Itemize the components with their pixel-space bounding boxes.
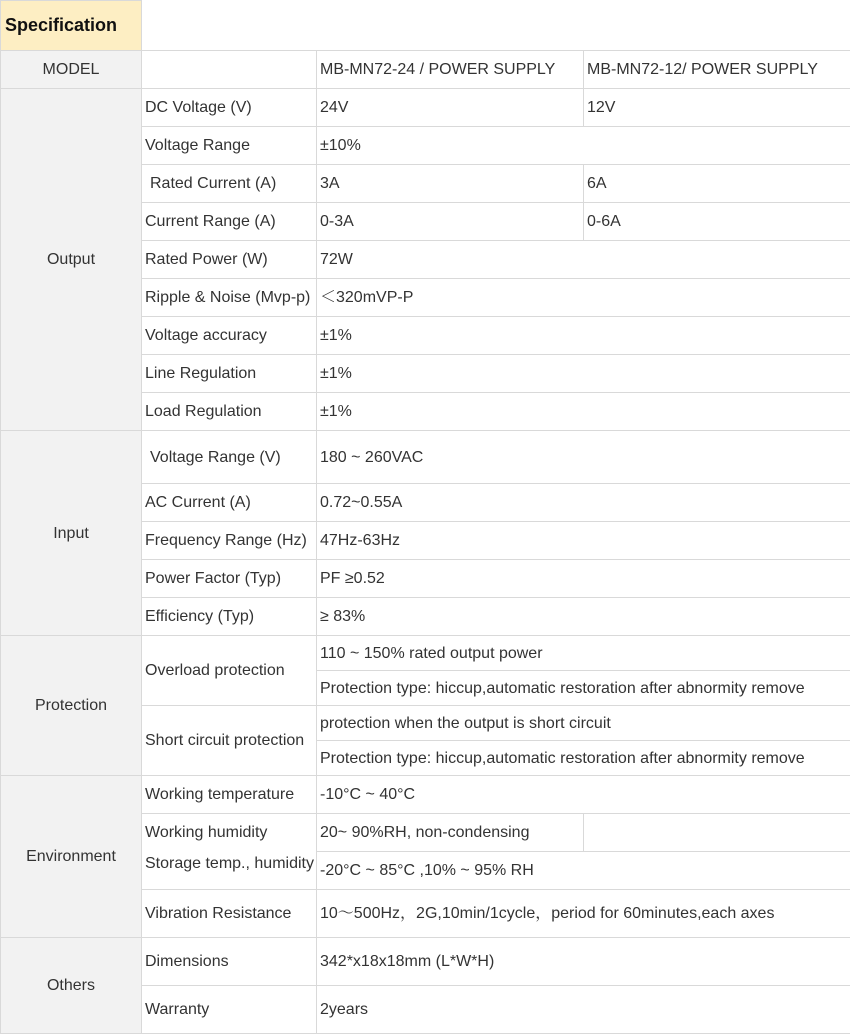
model-blank-cell — [142, 51, 317, 89]
table-row — [1, 636, 850, 671]
row-value: 47Hz-63Hz — [317, 522, 850, 560]
row-value: -10°C ~ 40°C — [317, 776, 850, 814]
table-row — [1, 776, 850, 814]
row-label: Short circuit protection — [142, 706, 317, 776]
row-label: Voltage Range (V) — [142, 431, 317, 484]
row-value: -20°C ~ 85°C ,10% ~ 95% RH — [317, 852, 850, 890]
row-label: Storage temp., humidity — [142, 852, 317, 890]
table-row — [1, 89, 850, 127]
row-label: AC Current (A) — [142, 484, 317, 522]
model-label: MODEL — [1, 51, 142, 89]
category-environment: Environment — [1, 776, 142, 938]
row-value: 2years — [317, 986, 850, 1034]
row-label: Load Regulation — [142, 393, 317, 431]
row-value: Protection type: hiccup,automatic restoration after abnormity remove — [317, 671, 850, 706]
row-label: Current Range (A) — [142, 203, 317, 241]
table-row — [1, 938, 850, 986]
category-protection: Protection — [1, 636, 142, 776]
row-value: 20~ 90%RH, non-condensing — [317, 814, 584, 852]
row-value: 0-3A — [317, 203, 584, 241]
empty-cell — [584, 814, 850, 852]
row-label: Rated Current (A) — [142, 165, 317, 203]
row-label: Voltage Range — [142, 127, 317, 165]
row-value: ±1% — [317, 317, 850, 355]
row-label: Vibration Resistance — [142, 890, 317, 938]
model-row — [1, 51, 850, 89]
row-value: 72W — [317, 241, 850, 279]
row-value: 180 ~ 260VAC — [317, 431, 850, 484]
row-value: ±1% — [317, 355, 850, 393]
page-title: Specification — [1, 1, 142, 51]
row-value: ＜320mVP-P — [317, 279, 850, 317]
row-label: Dimensions — [142, 938, 317, 986]
row-label: Efficiency (Typ) — [142, 598, 317, 636]
category-input: Input — [1, 431, 142, 636]
row-label: Working humidity — [142, 814, 317, 852]
row-label: Frequency Range (Hz) — [142, 522, 317, 560]
category-output: Output — [1, 89, 142, 431]
row-value: ±10% — [317, 127, 850, 165]
row-label: Warranty — [142, 986, 317, 1034]
table-row — [1, 431, 850, 484]
row-label: Line Regulation — [142, 355, 317, 393]
row-value: ≥ 83% — [317, 598, 850, 636]
row-value: 342*x18x18mm (L*W*H) — [317, 938, 850, 986]
model-12-header: MB-MN72-12/ POWER SUPPLY — [584, 51, 850, 89]
row-label: Rated Power (W) — [142, 241, 317, 279]
row-label: Overload protection — [142, 636, 317, 706]
row-value: 110 ~ 150% rated output power — [317, 636, 850, 671]
title-row — [1, 1, 850, 51]
row-label: Power Factor (Typ) — [142, 560, 317, 598]
category-others: Others — [1, 938, 142, 1034]
row-value: PF ≥0.52 — [317, 560, 850, 598]
model-24-header: MB-MN72-24 / POWER SUPPLY — [317, 51, 584, 89]
row-value: Protection type: hiccup,automatic restoration after abnormity remove — [317, 741, 850, 776]
row-value: 12V — [584, 89, 850, 127]
row-value: protection when the output is short circuit — [317, 706, 850, 741]
row-value: 0-6A — [584, 203, 850, 241]
row-value: 3A — [317, 165, 584, 203]
row-label: Ripple & Noise (Mvp-p) — [142, 279, 317, 317]
row-value: 24V — [317, 89, 584, 127]
row-value: 10～500Hz，2G,10min/1cycle，period for 60minutes,each axes — [317, 890, 850, 938]
row-label: DC Voltage (V) — [142, 89, 317, 127]
title-spacer — [142, 1, 850, 51]
row-value: ±1% — [317, 393, 850, 431]
row-label: Working temperature — [142, 776, 317, 814]
row-value: 6A — [584, 165, 850, 203]
row-label: Voltage accuracy — [142, 317, 317, 355]
row-value: 0.72~0.55A — [317, 484, 850, 522]
